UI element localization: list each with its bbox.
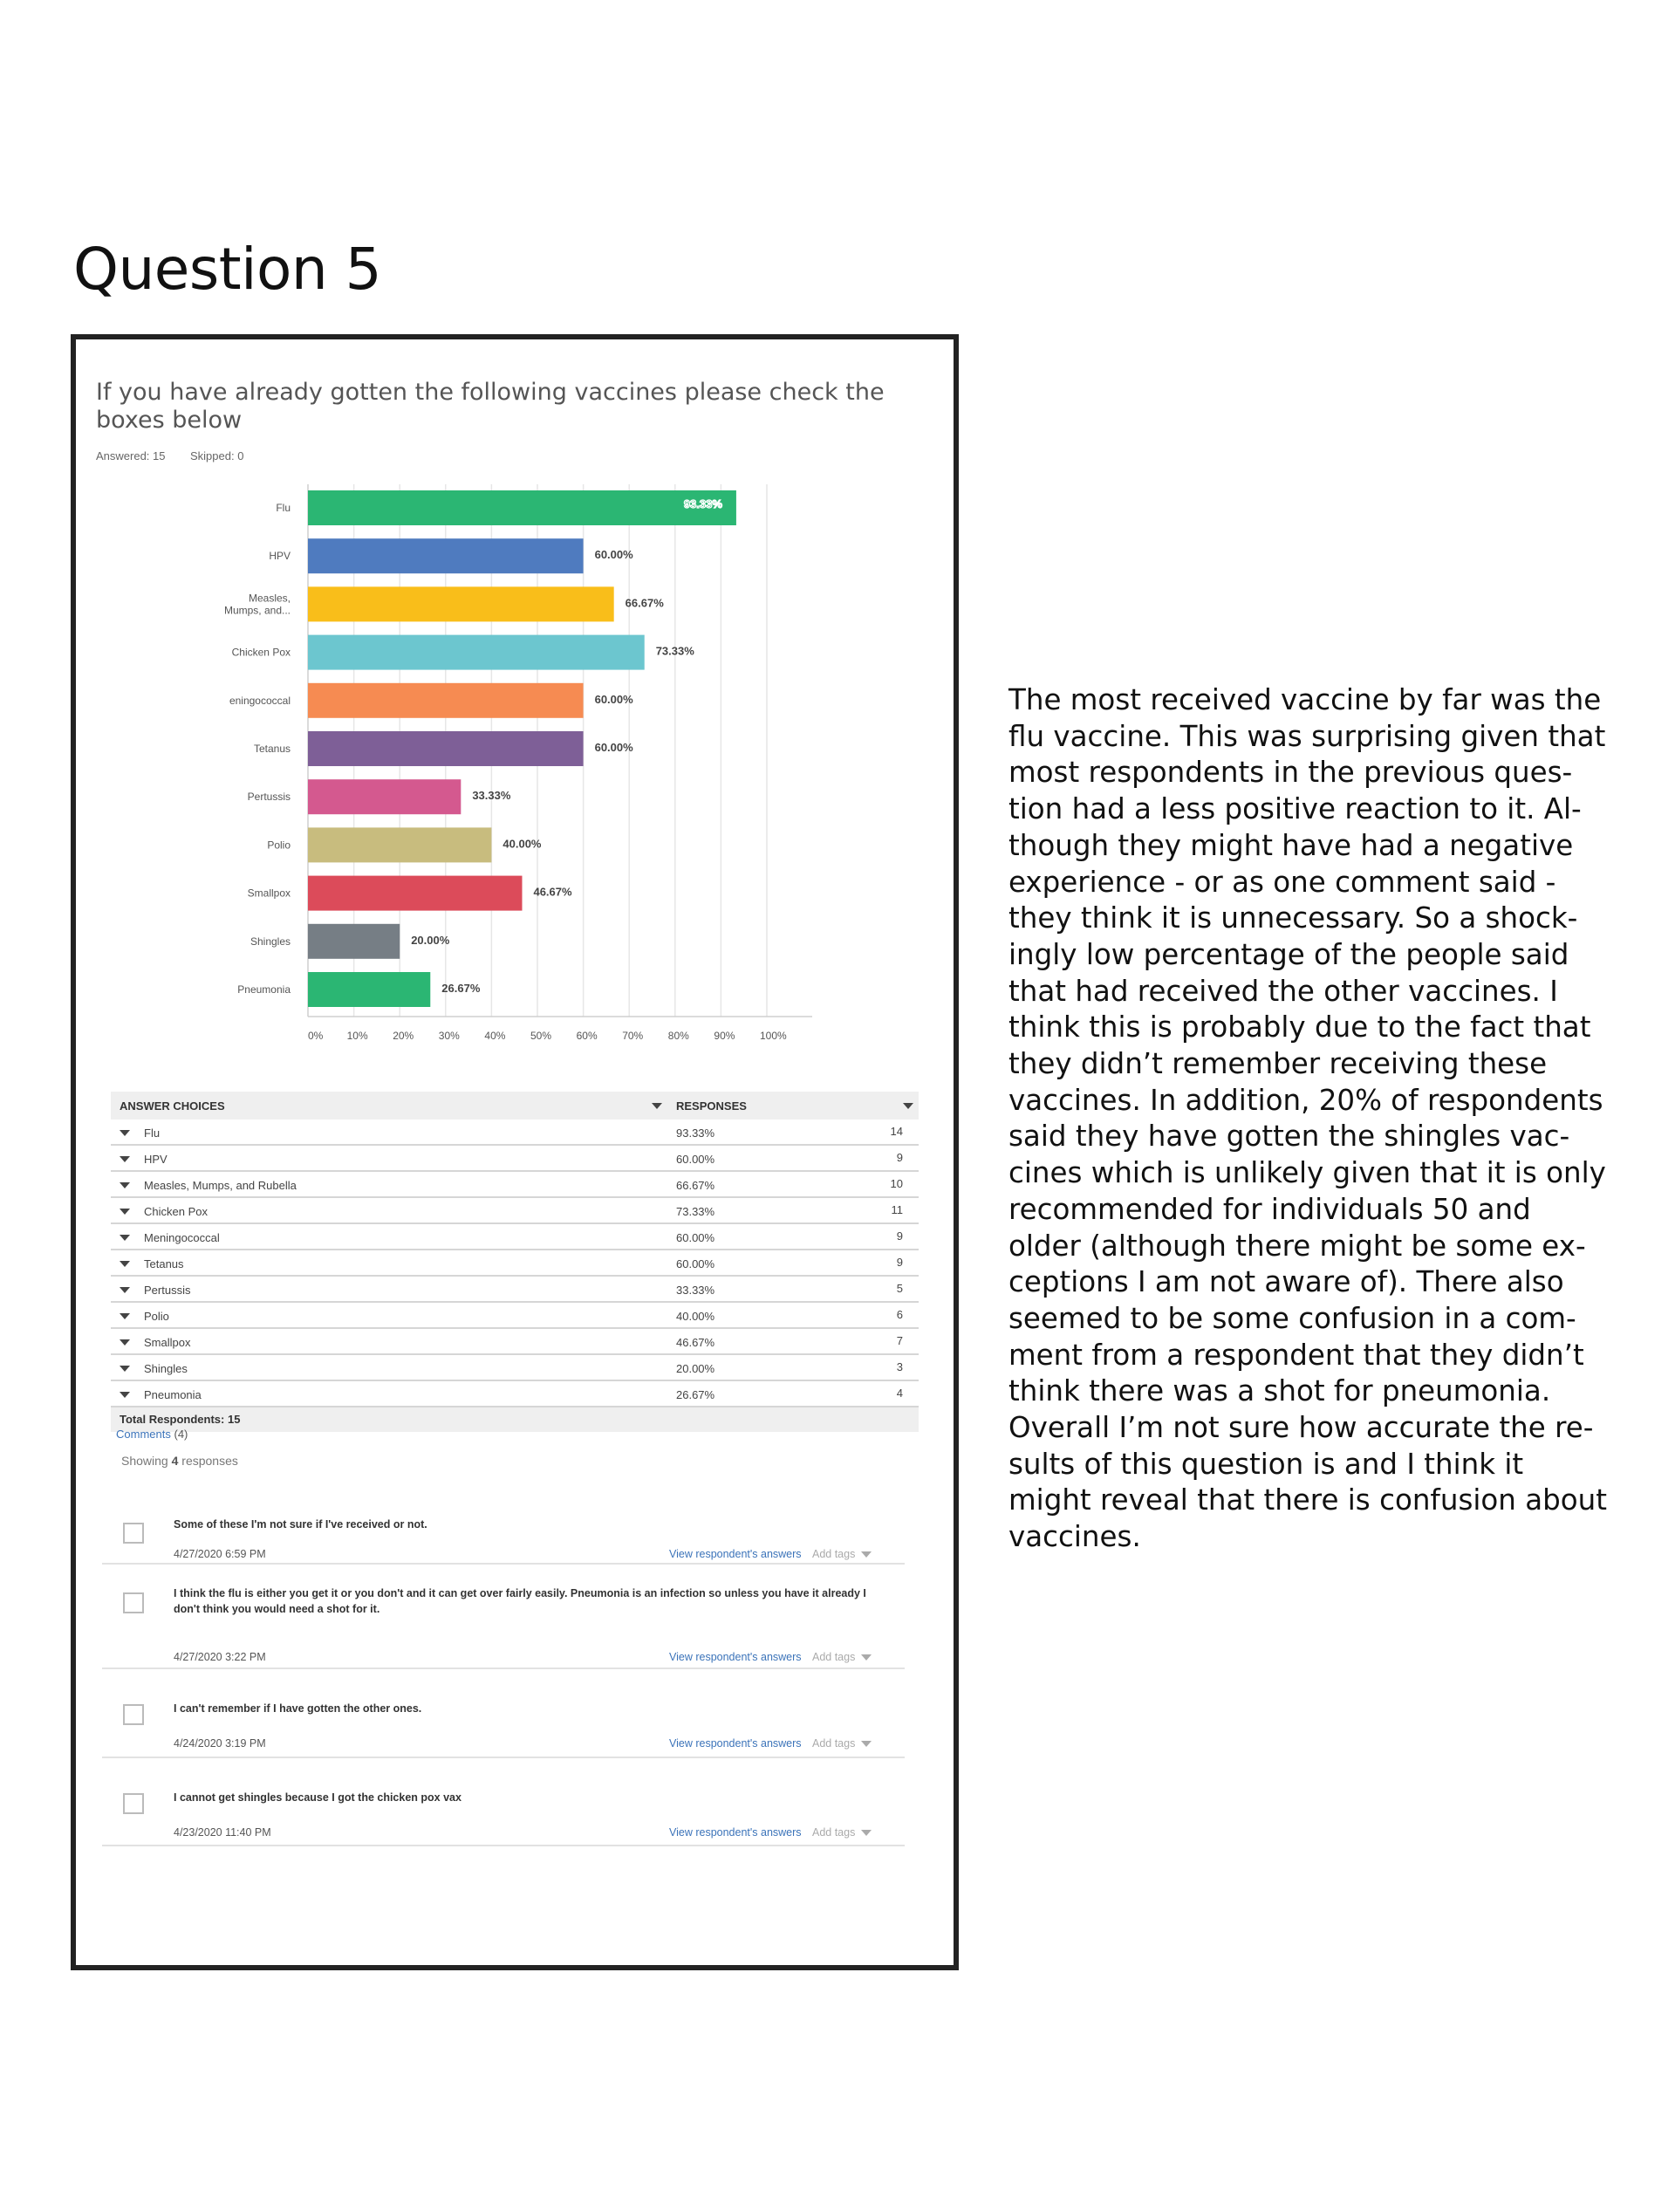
row-expand-icon[interactable] [120,1130,130,1136]
view-respondent-answers-link[interactable]: View respondent's answers [669,1737,802,1750]
row-count: 14 [890,1125,903,1138]
category-label: Polio [267,839,291,852]
add-tags-button[interactable]: Add tags [812,1548,856,1560]
bar [308,924,400,959]
comment-text: Some of these I'm not sure if I've received or not. [174,1518,427,1531]
row-choice: Smallpox [144,1336,191,1349]
bar [308,876,522,911]
table-row [111,1381,919,1407]
comments-link[interactable] [116,1428,188,1441]
bar [308,683,584,718]
comment-checkbox[interactable] [123,1704,144,1725]
analysis-text [1008,682,1637,1556]
row-choice: Flu [144,1127,161,1140]
table-row [111,1250,919,1277]
table-row [111,1303,919,1329]
showing-count: 4 [171,1454,179,1468]
row-percent: 66.67% [676,1179,715,1192]
bar [308,827,491,862]
row-count: 7 [896,1334,903,1347]
row-expand-icon[interactable] [120,1313,130,1319]
analysis-line: tion had a less positive reaction to it. Al- [1008,792,1582,826]
value-label: 60.00% [594,741,633,754]
comment-text: I can't remember if I have gotten the other ones. [174,1702,422,1715]
row-expand-icon[interactable] [120,1392,130,1398]
row-choice: Chicken Pox [144,1205,208,1218]
showing-prefix: Showing [121,1454,168,1468]
analysis-line: that had received the other vaccines. I [1008,974,1558,1008]
row-choice: Polio [144,1310,169,1323]
add-tags-dropdown-icon[interactable] [861,1741,872,1747]
row-count: 11 [891,1203,903,1216]
sort-choices-icon[interactable] [652,1103,662,1109]
row-percent: 60.00% [676,1231,715,1244]
row-percent: 93.33% [676,1127,715,1140]
row-choice: Tetanus [144,1257,184,1270]
table-row [111,1146,919,1172]
x-tick-label: 40% [484,1030,506,1042]
row-expand-icon[interactable] [120,1339,130,1346]
comments-link-label[interactable]: Comments [116,1428,171,1441]
table-row [111,1172,919,1198]
row-count: 9 [896,1229,903,1243]
bar [308,635,645,670]
comment-item [102,1757,905,1846]
view-respondent-answers-link[interactable]: View respondent's answers [669,1548,802,1560]
x-tick-label: 80% [667,1030,689,1042]
row-choice: Pneumonia [144,1388,202,1401]
category-label: Chicken Pox [231,646,291,659]
row-choice: Meningococcal [144,1231,220,1244]
category-label: Smallpox [247,887,291,900]
category-label: Pertussis [247,791,291,804]
analysis-line: recommended for individuals 50 and [1008,1192,1531,1226]
add-tags-button[interactable]: Add tags [812,1651,856,1663]
value-label: 93.33% [683,497,722,510]
analysis-line: vaccines. In addition, 20% of respondents [1008,1083,1603,1117]
x-tick-label: 50% [530,1030,552,1042]
comment-text: I think the flu is either you get it or you don't and it can get over fairly easily. Pneumonia is an infection so unless you have it already I don't think you would need a shot for it. [174,1587,866,1615]
x-tick-label: 60% [576,1030,598,1042]
value-label: 73.33% [655,644,694,658]
analysis-line: flu vaccine. This was surprising given that [1008,719,1606,753]
comment-checkbox[interactable] [123,1523,144,1544]
header-answer-choices[interactable]: ANSWER CHOICES [120,1099,225,1113]
row-count: 9 [896,1256,903,1269]
value-label: 20.00% [411,933,450,947]
add-tags-dropdown-icon[interactable] [861,1830,872,1836]
analysis-line: ment from a respondent that they didn’t [1008,1338,1584,1372]
category-label: Mumps, and... [223,604,291,617]
x-tick-label: 70% [622,1030,644,1042]
category-label: HPV [269,550,291,563]
add-tags-button[interactable]: Add tags [812,1826,856,1839]
survey-screenshot-frame [71,334,959,1970]
table-row [111,1120,919,1146]
row-expand-icon[interactable] [120,1287,130,1293]
analysis-line: seemed to be some confusion in a com- [1008,1301,1576,1335]
x-tick-label: 20% [393,1030,414,1042]
x-tick-label: 90% [714,1030,735,1042]
row-percent: 20.00% [676,1362,715,1375]
value-label: 66.67% [625,596,664,610]
category-label: Tetanus [253,743,291,755]
value-label: 60.00% [594,548,633,562]
comment-item [102,1668,905,1758]
showing-suffix: responses [181,1454,238,1468]
x-tick-label: 100% [760,1030,787,1042]
view-respondent-answers-link[interactable]: View respondent's answers [669,1826,802,1839]
row-percent: 33.33% [676,1284,715,1297]
showing-responses [121,1454,238,1468]
row-expand-icon[interactable] [120,1209,130,1215]
header-responses[interactable]: RESPONSES [676,1099,747,1113]
bar [308,490,736,525]
category-label: Measles, [248,592,291,605]
comment-item [102,1494,905,1565]
add-tags-button[interactable]: Add tags [812,1737,856,1750]
bar [308,586,614,621]
bar [308,731,584,766]
comment-date: 4/27/2020 3:22 PM [174,1651,266,1663]
analysis-line: vaccines. [1008,1520,1141,1554]
sort-responses-icon[interactable] [903,1103,913,1109]
analysis-line: ingly low percentage of the people said [1008,937,1569,971]
bar [308,779,461,814]
row-percent: 60.00% [676,1257,715,1270]
comment-item [102,1563,905,1669]
view-respondent-answers-link[interactable]: View respondent's answers [669,1651,802,1663]
row-choice: HPV [144,1153,168,1166]
row-count: 9 [896,1151,903,1164]
value-label: 46.67% [533,885,572,899]
row-expand-icon[interactable] [120,1235,130,1241]
analysis-line: cines which is unlikely given that it is only [1008,1156,1606,1190]
table-footer [111,1407,919,1432]
value-label: 33.33% [472,789,511,803]
bar [308,972,430,1007]
row-count: 4 [896,1387,903,1400]
comment-date: 4/23/2020 11:40 PM [174,1826,271,1839]
row-percent: 26.67% [676,1388,715,1401]
table-header [111,1092,919,1120]
analysis-line: sults of this question is and I think it [1008,1447,1524,1481]
bar [308,538,584,573]
analysis-line: think there was a shot for pneumonia. [1008,1374,1551,1408]
comments-count: (4) [174,1428,188,1441]
value-label: 40.00% [502,837,542,851]
row-count: 6 [896,1308,903,1321]
x-tick-label: 10% [346,1030,368,1042]
responses-table [111,1092,919,1432]
page-title: Question 5 [73,236,382,303]
table-row [111,1224,919,1250]
analysis-line: might reveal that there is confusion about [1008,1483,1608,1517]
row-percent: 40.00% [676,1310,715,1323]
analysis-line: experience - or as one comment said - [1008,865,1556,899]
category-label: Flu [276,502,291,514]
row-expand-icon[interactable] [120,1182,130,1188]
row-percent: 60.00% [676,1153,715,1166]
row-choice: Measles, Mumps, and Rubella [144,1179,297,1192]
comment-text: I cannot get shingles because I got the chicken pox vax [174,1791,461,1804]
analysis-line: most respondents in the previous ques- [1008,756,1573,790]
comment-date: 4/24/2020 3:19 PM [174,1737,266,1750]
answered-count: Answered: 15 [96,449,166,462]
comment-checkbox[interactable] [123,1793,144,1814]
row-expand-icon[interactable] [120,1156,130,1162]
row-choice: Pertussis [144,1284,191,1297]
skipped-count: Skipped: 0 [190,449,244,462]
analysis-line: older (although there might be some ex- [1008,1229,1586,1263]
category-label: Shingles [250,935,291,948]
row-percent: 46.67% [676,1336,715,1349]
total-respondents: Total Respondents: 15 [120,1413,241,1426]
analysis-line: The most received vaccine by far was the [1008,683,1602,716]
analysis-line: they think it is unnecessary. So a shock- [1008,901,1578,935]
analysis-line: they didn’t remember receiving these [1008,1047,1548,1081]
table-body [111,1120,919,1407]
comment-date: 4/27/2020 6:59 PM [174,1548,266,1560]
x-tick-label: 30% [438,1030,460,1042]
category-label: eningococcal [229,694,291,707]
analysis-line: though they might have had a negative [1008,828,1574,862]
comment-checkbox[interactable] [123,1592,144,1613]
table-row [111,1198,919,1224]
value-label: 60.00% [594,692,633,706]
row-expand-icon[interactable] [120,1261,130,1267]
analysis-line: said they have gotten the shingles vac- [1008,1120,1570,1154]
analysis-line: Overall I’m not sure how accurate the re- [1008,1411,1594,1445]
row-percent: 73.33% [676,1205,715,1218]
add-tags-dropdown-icon[interactable] [861,1551,872,1558]
value-label: 26.67% [441,982,481,995]
row-count: 3 [896,1360,903,1373]
analysis-line: ceptions I am not aware of). There also [1008,1265,1564,1299]
row-count: 10 [890,1177,903,1190]
x-tick-label: 0% [308,1030,324,1042]
add-tags-dropdown-icon[interactable] [861,1654,872,1661]
category-label: Pneumonia [237,983,291,996]
row-count: 5 [896,1282,903,1295]
vaccine-bar-chart [76,339,954,1064]
table-row [111,1277,919,1303]
row-expand-icon[interactable] [120,1366,130,1372]
table-row [111,1355,919,1381]
question-text: If you have already gotten the following vaccines please check the boxes below [96,379,885,434]
analysis-line: think this is probably due to the fact that [1008,1010,1591,1044]
row-choice: Shingles [144,1362,188,1375]
table-row [111,1329,919,1355]
